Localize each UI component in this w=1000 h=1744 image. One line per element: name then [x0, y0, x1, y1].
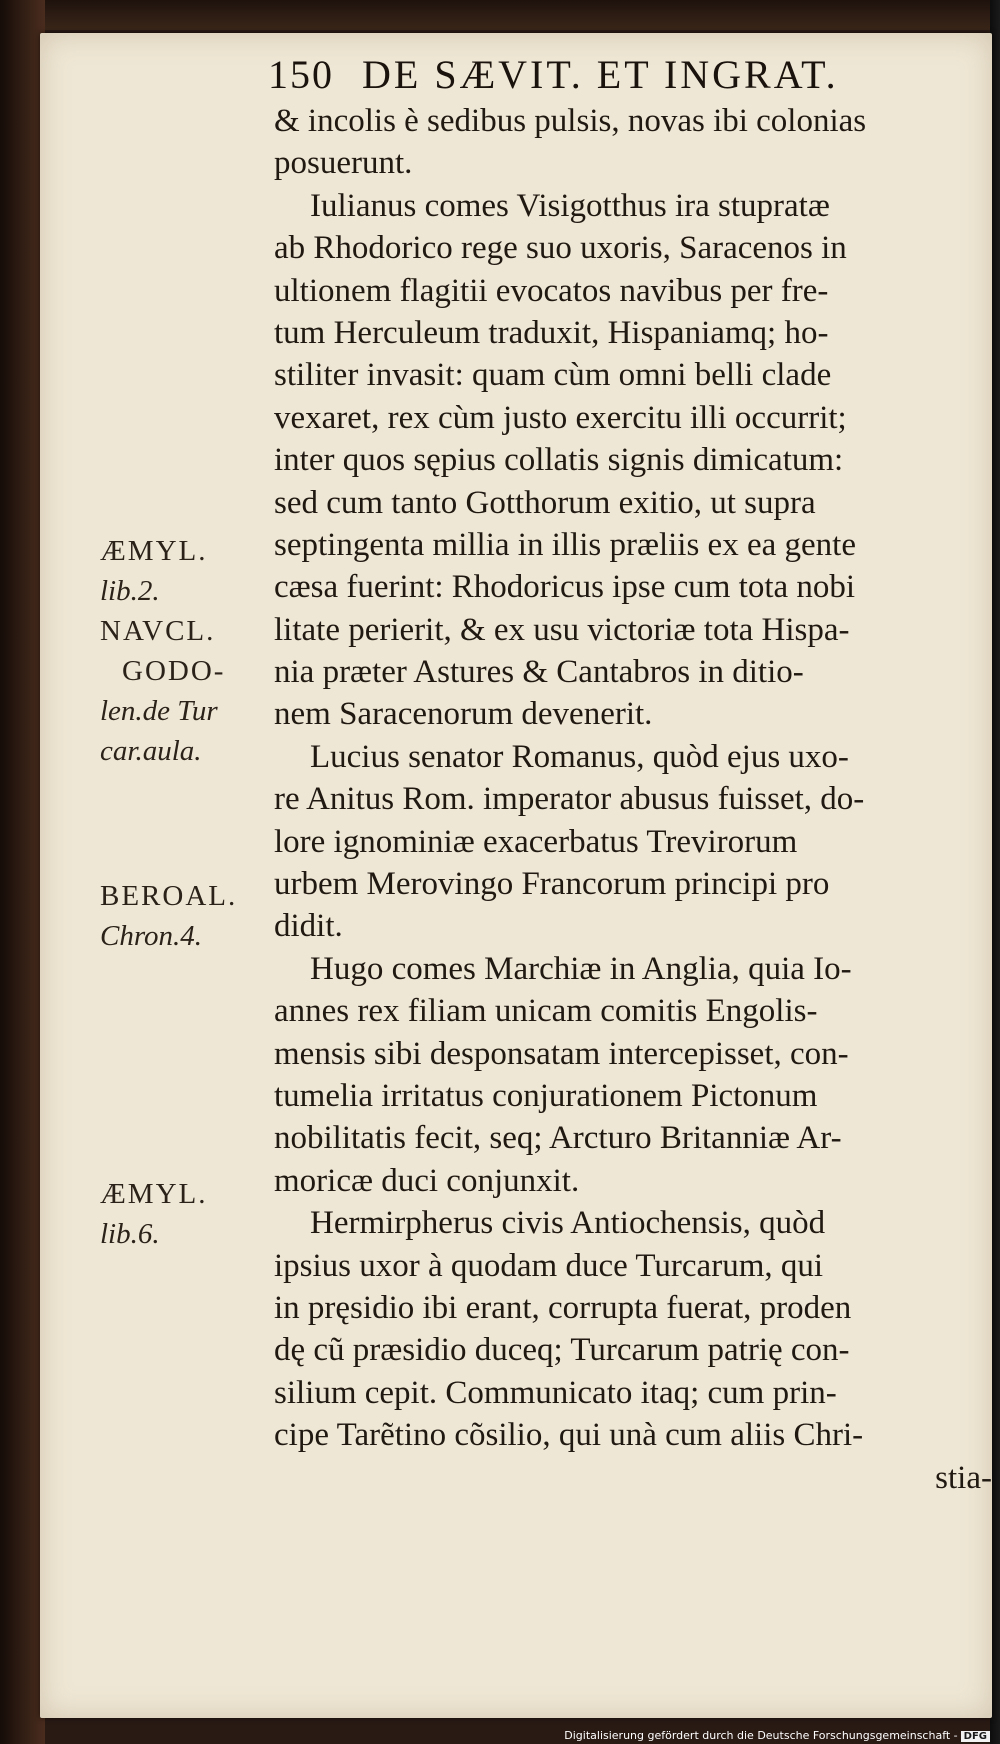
digitization-credit — [564, 1729, 990, 1742]
catchword: stia- — [935, 1459, 992, 1496]
text-line: nia præter Astures & Cantabros in ditio- — [274, 654, 804, 691]
text-line: cæsa fuerint: Rhodoricus ipse cum tota nobi — [274, 569, 856, 606]
scan-backdrop-top — [0, 0, 1000, 30]
book-cover-edge — [0, 0, 45, 1744]
text-line: septingenta millia in illis præliis ex ea gente — [274, 526, 856, 563]
text-line: posuerunt. — [274, 145, 413, 182]
text-line: ultionem flagitii evocatos navibus per fre- — [274, 272, 829, 309]
text-line: mensis sibi desponsatam intercepisset, con- — [274, 1035, 849, 1072]
margin-note: lib.2. — [100, 575, 160, 607]
text-line: nem Saracenorum devenerit. — [274, 696, 653, 733]
margin-note: lib.6. — [100, 1218, 160, 1250]
text-line: dę cũ præsidio duceq; Turcarum patrię con- — [274, 1332, 850, 1369]
text-line: nobilitatis fecit, seq; Arcturo Britanniæ Ar- — [274, 1120, 842, 1157]
text-line: inter quos sępius collatis signis dimicatum: — [274, 442, 844, 479]
text-line: urbem Merovingo Francorum principi pro — [274, 866, 830, 903]
margin-note: ÆMYL. — [100, 1178, 208, 1210]
text-line: ab Rhodorico rege suo uxoris, Saracenos in — [274, 230, 847, 267]
credit-text: Digitalisierung gefördert durch die Deutsche Forschungsgemeinschaft - — [564, 1729, 958, 1742]
text-line: Lucius senator Romanus, quòd ejus uxo- — [310, 738, 849, 775]
text-line: annes rex filiam unicam comitis Engolis- — [274, 993, 818, 1030]
dfg-logo: DFG — [961, 1731, 990, 1742]
margin-note: GODO- — [122, 655, 226, 687]
margin-note: NAVCL. — [100, 615, 216, 647]
text-line: & incolis è sedibus pulsis, novas ibi colonias — [274, 103, 867, 139]
text-line: didit. — [274, 908, 343, 945]
margin-note: Chron.4. — [100, 920, 203, 952]
text-line: sed cum tanto Gotthorum exitio, ut supra — [274, 484, 816, 521]
running-title: DE SÆVIT. ET INGRAT. — [362, 52, 839, 97]
margin-note: BEROAL. — [100, 880, 238, 912]
text-line: tum Herculeum traduxit, Hispaniamq; ho- — [274, 314, 829, 351]
page-number: 150 — [268, 52, 334, 97]
margin-note: ÆMYL. — [100, 535, 208, 567]
text-line: Iulianus comes Visigotthus ira stupratæ — [310, 187, 830, 224]
margin-note: len.de Tur — [100, 695, 218, 727]
text-line: Hugo comes Marchiæ in Anglia, quia Io- — [310, 950, 852, 987]
text-line: silium cepit. Communicato itaq; cum prin- — [274, 1374, 837, 1411]
text-line: cipe Tarẽtino cõsilio, qui unà cum aliis Chri- — [274, 1417, 864, 1454]
text-line: in pręsidio ibi erant, corrupta fuerat, proden — [274, 1289, 852, 1326]
text-line: Hermirpherus civis Antiochensis, quòd — [310, 1205, 826, 1242]
text-line: re Anitus Rom. imperator abusus fuisset, do- — [274, 781, 865, 818]
text-line: vexaret, rex cùm justo exercitu illi occurrit; — [274, 399, 847, 436]
margin-note: car.aula. — [100, 735, 202, 767]
text-line: moricæ duci conjunxit. — [274, 1162, 580, 1199]
main-text — [274, 100, 992, 1499]
text-line: litate perierit, & ex usu victoriæ tota Hispa- — [274, 611, 850, 648]
page-header — [268, 51, 988, 98]
text-line: stiliter invasit: quam cùm omni belli clade — [274, 357, 832, 394]
text-line: tumelia irritatus conjurationem Pictonum — [274, 1077, 818, 1114]
text-line: ipsius uxor à quodam duce Turcarum, qui — [274, 1247, 824, 1284]
book-page — [40, 33, 992, 1718]
text-line: lore ignominiæ exacerbatus Trevirorum — [274, 823, 798, 860]
